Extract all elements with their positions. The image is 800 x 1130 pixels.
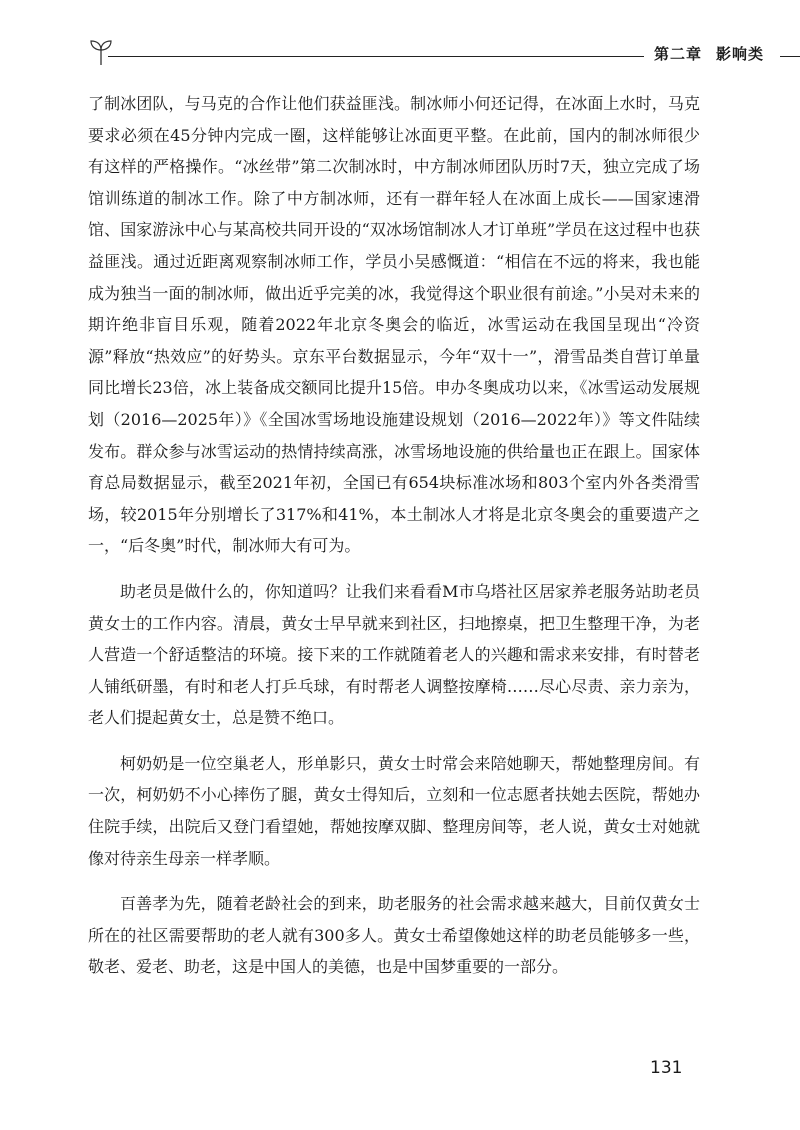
sprout-icon xyxy=(88,38,114,66)
header-rule-left xyxy=(108,56,644,57)
paragraph-2: 助老员是做什么的，你知道吗？让我们来看看M市乌塔社区居家养老服务站助老员黄女士的工作内容。清晨，黄女士早早就来到社区，扫地擦桌，把卫生整理干净，为老人营造一个舒适整洁的环境。接下来的工作就随着老人的兴趣和需求来安排，有时替老人铺纸研墨，有时和老人打乒乓球，有时帮老人调整按摩椅……尽心尽责、亲力亲为，老人们提起黄女士，总是赞不绝口。 xyxy=(88,581,700,728)
page-number: 131 xyxy=(650,1058,683,1078)
paragraph-1: 了制冰团队，与马克的合作让他们获益匪浅。制冰师小何还记得，在冰面上水时，马克要求必须在45分钟内完成一圈，这样能够让冰面更平整。在此前，国内的制冰师很少有这样的严格操作。“冰丝带”第二次制冰时，中方制冰师团队历时7天，独立完成了场馆训练道的制冰工作。除了中方制冰师，还有一群年轻人在冰面上成长——国家速滑馆、国家游泳中心与某高校共同开设的“双冰场馆制冰人才订单班”学员在这过程中也获益匪浅。通过近距离观察制冰师工作，学员小吴感慨道：“相信在不远的将来，我也能成为独当一面的制冰师，做出近乎完美的冰，我觉得这个职业很有前途。”小吴对未来的期许绝非盲目乐观，随着2022年北京冬奥会的临近，冰雪运动在我国呈现出“冷资源”释放“热效应”的好势头。京东平台数据显示，今年“双十一”，滑雪品类自营订单量同比增长23倍，冰上装备成交额同比提升15倍。申办冬奥成功以来，《冰雪运动发展规划（2016—2025年）》《全国冰雪场地设施建设规划（2016—2022年）》等文件陆续发布。群众参与冰雪运动的热情持续高涨，冰雪场地设施的供给量也正在跟上。国家体育总局数据显示，截至2021年初，全国已有654块标准冰场和803个室内外各类滑雪场，较2015年分别增长了317%和41%，本土制冰人才将是北京冬奥会的重要遗产之一，“后冬奥”时代，制冰师大有可为。 xyxy=(88,94,700,556)
chapter-section: 影响类 xyxy=(716,45,765,63)
paragraph-3: 柯奶奶是一位空巢老人，形单影只，黄女士时常会来陪她聊天，帮她整理房间。有一次，柯奶奶不小心摔伤了腿，黄女士得知后，立刻和一位志愿者扶她去医院，帮她办住院手续，出院后又登门看望她，帮她按摩双脚、整理房间等，老人说，黄女士对她就像对待亲生母亲一样孝顺。 xyxy=(88,753,700,868)
body-text xyxy=(88,88,700,997)
chapter-number: 第二章 xyxy=(654,45,703,63)
header-rule-right xyxy=(780,56,800,57)
chapter-title xyxy=(654,43,764,64)
paragraph-4: 百善孝为先，随着老龄社会的到来，助老服务的社会需求越来越大，目前仅黄女士所在的社区需要帮助的老人就有300多人。黄女士希望像她这样的助老员能够多一些，敬老、爱老、助老，这是中国人的美德，也是中国梦重要的一部分。 xyxy=(88,894,700,977)
running-header xyxy=(88,38,776,68)
